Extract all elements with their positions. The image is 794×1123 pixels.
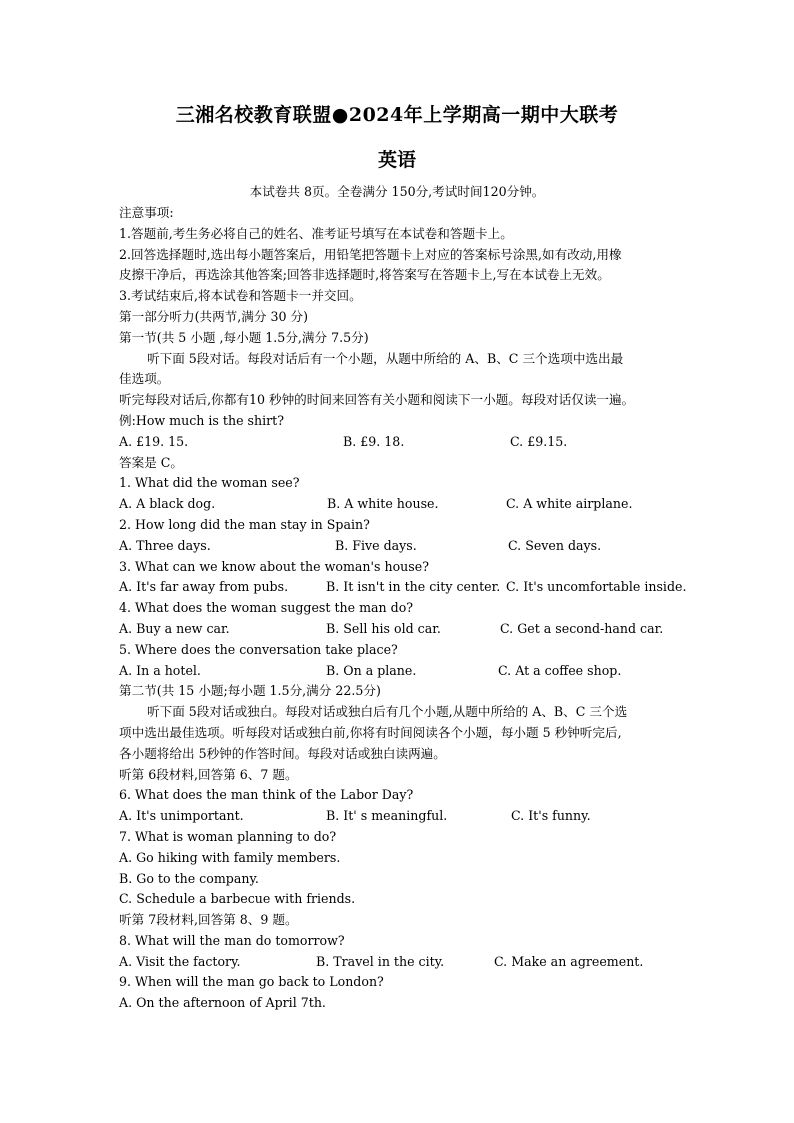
section1-instruction-a: 听下面 5段对话。每段对话后有一个小题，从题中所给的 A、B、C 三个选项中选出最 [147, 350, 624, 366]
material-6-heading: 听第 6段材料,回答第 6、7 题。 [119, 766, 298, 782]
question-1: 1. What did the woman see? [119, 475, 300, 491]
notes-heading: 注意事项: [119, 205, 174, 220]
section2-instruction-a: 听下面 5段对话或独白。每段对话或独白后有几个小题,从题中所给的 A、B、C 三个选 [147, 704, 628, 720]
question-4: 4. What does the woman suggest the man do? [119, 600, 414, 616]
question-6-options [119, 806, 679, 827]
option-c: C. It's funny. [511, 808, 591, 824]
exam-body [119, 203, 687, 1014]
section1-heading: 第一节(共 5 小题 ,每小题 1.5分,满分 7.5分) [119, 329, 369, 345]
option-b: B. A white house. [327, 496, 439, 512]
part1-heading: 第一部分听力(共两节,满分 30 分) [119, 308, 308, 324]
option-c: C. Make an agreement. [494, 953, 644, 969]
option-b: B. Travel in the city. [316, 953, 445, 969]
section2-heading: 第二节(共 15 小题;每小题 1.5分,满分 22.5分) [119, 683, 381, 699]
subject-title: 英语 [377, 149, 416, 171]
option-a: A. Go hiking with family members. [119, 849, 341, 865]
option-c: C. Seven days. [508, 537, 602, 553]
question-4-options [119, 619, 679, 640]
question-5-options [119, 661, 679, 682]
option-c: C. £9.15. [510, 433, 568, 449]
section1-instruction-b: 佳选项。 [119, 371, 170, 387]
question-7: 7. What is woman planning to do? [119, 828, 337, 844]
example-options [119, 432, 679, 453]
exam-title: 三湘名校教育联盟●2024年上学期高一期中大联考 [175, 104, 619, 126]
option-b: B. On a plane. [326, 662, 417, 678]
option-b: B. It isn't in the city center. [326, 579, 501, 595]
option-a: A. It's unimportant. [119, 808, 244, 824]
exam-info: 本试卷共 8页。全卷满分 150分,考试时间120分钟。 [249, 184, 545, 199]
note-2b: 皮擦干净后，再选涂其他答案;回答非选择题时,将答案写在答题卡上,写在本试卷上无效。 [119, 267, 610, 283]
option-a: A. Three days. [119, 537, 211, 553]
note-1: 1.答题前,考生务必将自己的姓名、准考证号填写在本试卷和答题卡上。 [119, 225, 513, 241]
option-b: B. Sell his old car. [326, 620, 441, 636]
example-answer: 答案是 C。 [119, 454, 184, 470]
question-2: 2. How long did the man stay in Spain? [119, 516, 370, 532]
section1-instruction-2: 听完每段对话后,你都有10 秒钟的时间来回答有关小题和阅读下一小题。每段对话仅读一遍。 [119, 392, 635, 408]
option-a: A. Buy a new car. [119, 620, 230, 636]
question-3: 3. What can we know about the woman's house? [119, 558, 429, 574]
option-a: A. On the afternoon of April 7th. [119, 995, 326, 1011]
question-3-options [119, 577, 687, 598]
option-b: B. It' s meaningful. [326, 808, 448, 824]
option-a: A. A black dog. [119, 496, 216, 512]
option-a: A. £19. 15. [119, 433, 189, 449]
option-a: A. In a hotel. [119, 662, 201, 678]
option-b: B. Go to the company. [119, 870, 259, 886]
note-2a: 2.回答选择题时,选出每小题答案后，用铅笔把答题卡上对应的答案标号涂黑,如有改动,用橡 [119, 246, 622, 262]
option-c: C. Schedule a barbecue with friends. [119, 891, 356, 907]
example-question: 例:How much is the shirt? [119, 412, 284, 428]
option-b: B. Five days. [335, 537, 417, 553]
question-8: 8. What will the man do tomorrow? [119, 932, 345, 948]
question-6: 6. What does the man think of the Labor Day? [119, 787, 414, 803]
question-1-options [119, 494, 679, 515]
question-2-options [119, 536, 679, 557]
option-c: C. A white airplane. [506, 496, 633, 512]
material-7-heading: 听第 7段材料,回答第 8、9 题。 [119, 912, 298, 928]
option-a: A. It's far away from pubs. [119, 579, 289, 595]
option-c: C. It's uncomfortable inside. [506, 579, 687, 595]
option-a: A. Visit the factory. [119, 953, 241, 969]
question-8-options [119, 952, 679, 973]
question-9: 9. When will the man go back to London? [119, 974, 384, 990]
option-b: B. £9. 18. [343, 433, 405, 449]
question-5: 5. Where does the conversation take place? [119, 641, 398, 657]
option-c: C. At a coffee shop. [498, 662, 622, 678]
section2-instruction-b: 项中选出最佳选项。听每段对话或独白前,你将有时间阅读各个小题，每小题 5 秒钟听完后, [119, 724, 622, 740]
section2-instruction-c: 各小题将给出 5秒钟的作答时间。每段对话或独白读两遍。 [119, 745, 446, 761]
option-c: C. Get a second-hand car. [500, 620, 664, 636]
note-3: 3.考试结束后,将本试卷和答题卡一并交回。 [119, 288, 362, 304]
